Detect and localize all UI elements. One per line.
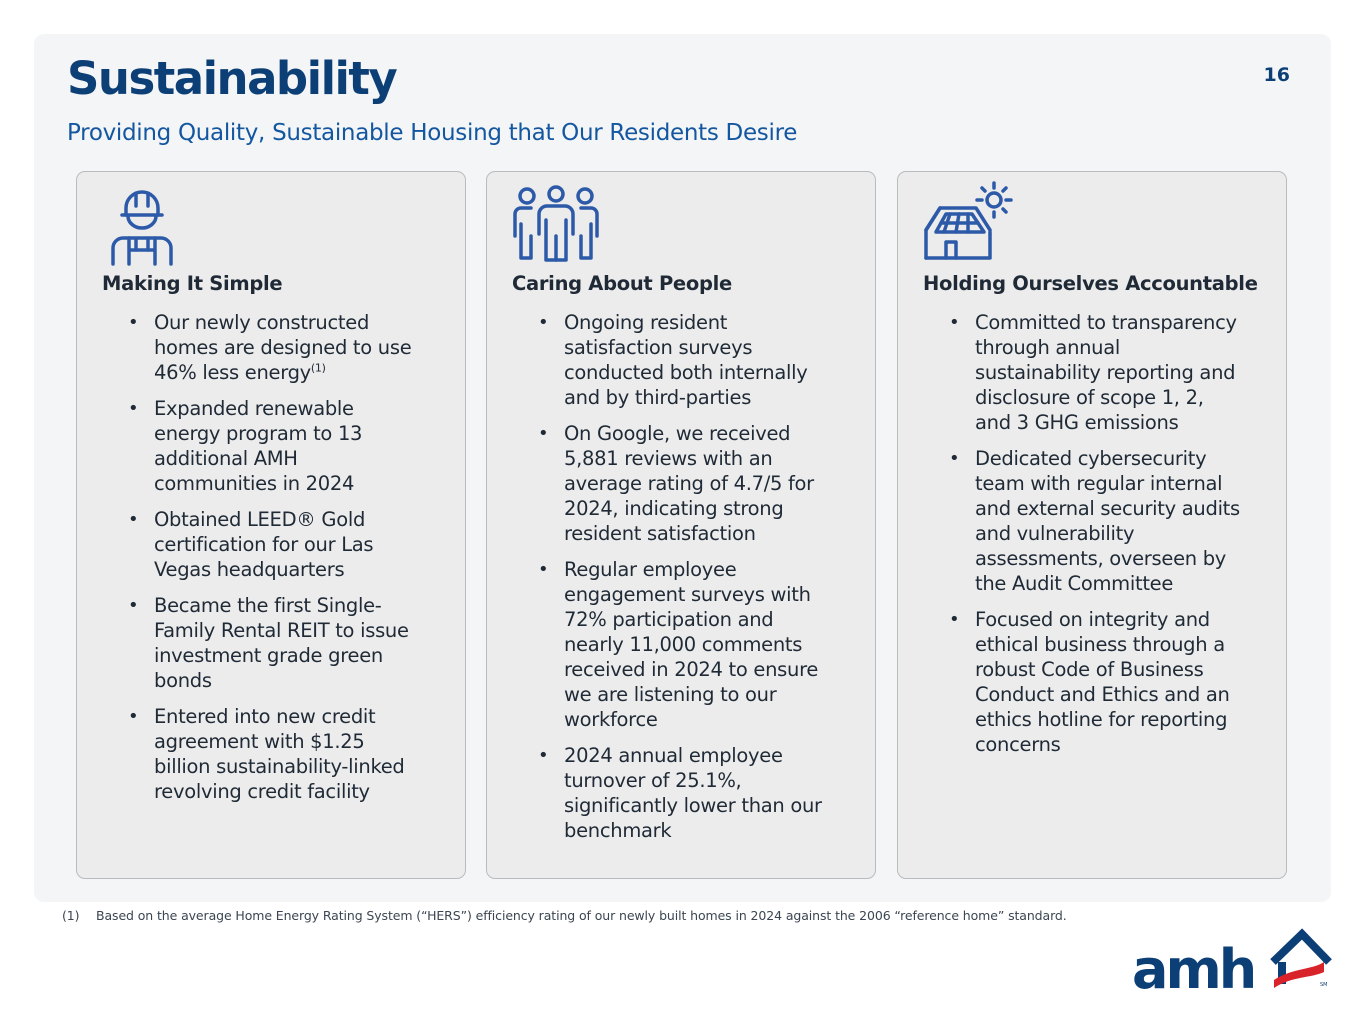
page-title: Sustainability (67, 52, 397, 105)
list-item: • Focused on integrity and ethical business through a robust Code of Business Conduct and Ethics and an ethics hotline for reporting concerns (923, 607, 1243, 757)
card-caring-about-people (486, 171, 876, 879)
svg-text:SM: SM (1320, 982, 1328, 988)
list-item: • Became the first Single-Family Rental REIT to issue investment grade green bonds (102, 593, 422, 693)
list-item: • 2024 annual employee turnover of 25.1%, significantly lower than our benchmark (512, 743, 832, 843)
solar-home-icon (922, 180, 1016, 262)
list-item: • Regular employee engagement surveys with 72% participation and nearly 11,000 comments received in 2024 to ensure we are listening to our workforce (512, 557, 832, 732)
footnote-number: (1) (62, 908, 80, 923)
card-heading: Holding Ourselves Accountable (923, 272, 1258, 295)
list-item: • On Google, we received 5,881 reviews with an average rating of 4.7/5 for 2024, indicating strong resident satisfaction (512, 421, 832, 546)
card-heading: Making It Simple (102, 272, 283, 295)
list-item: • Expanded renewable energy program to 13 additional AMH communities in 2024 (102, 396, 422, 496)
page-number: 16 (1263, 64, 1290, 86)
footnote (62, 908, 1067, 923)
list-item: • Entered into new credit agreement with $1.25 billion sustainability-linked revolving credit facility (102, 704, 422, 804)
card-making-it-simple (76, 171, 466, 879)
card-heading: Caring About People (512, 272, 732, 295)
bullet-list (923, 310, 1243, 768)
card-holding-ourselves-accountable (897, 171, 1287, 879)
footnote-text: Based on the average Home Energy Rating System (“HERS”) efficiency rating of our newly built homes in 2024 against the 2006 “reference home” standard. (96, 908, 1067, 923)
construction-worker-icon (107, 182, 177, 268)
list-item: • Committed to transparency through annual sustainability reporting and disclosure of scope 1, 2, and 3 GHG emissions (923, 310, 1243, 435)
people-group-icon (511, 184, 601, 264)
svg-text:amh: amh (1132, 938, 1255, 994)
list-item: • Our newly constructed homes are designed to use 46% less energy$^{(1)}$ (102, 310, 422, 385)
bullet-list (512, 310, 832, 854)
page-subtitle: Providing Quality, Sustainable Housing that Our Residents Desire (67, 120, 798, 146)
list-item: • Dedicated cybersecurity team with regular internal and external security audits and vulnerability assessments, overseen by the Audit Committee (923, 446, 1243, 596)
list-item: • Ongoing resident satisfaction surveys conducted both internally and by third-parties (512, 310, 832, 410)
list-item: • Obtained LEED® Gold certification for our Las Vegas headquarters (102, 507, 422, 582)
amh-logo (1130, 928, 1332, 994)
bullet-list (102, 310, 422, 815)
